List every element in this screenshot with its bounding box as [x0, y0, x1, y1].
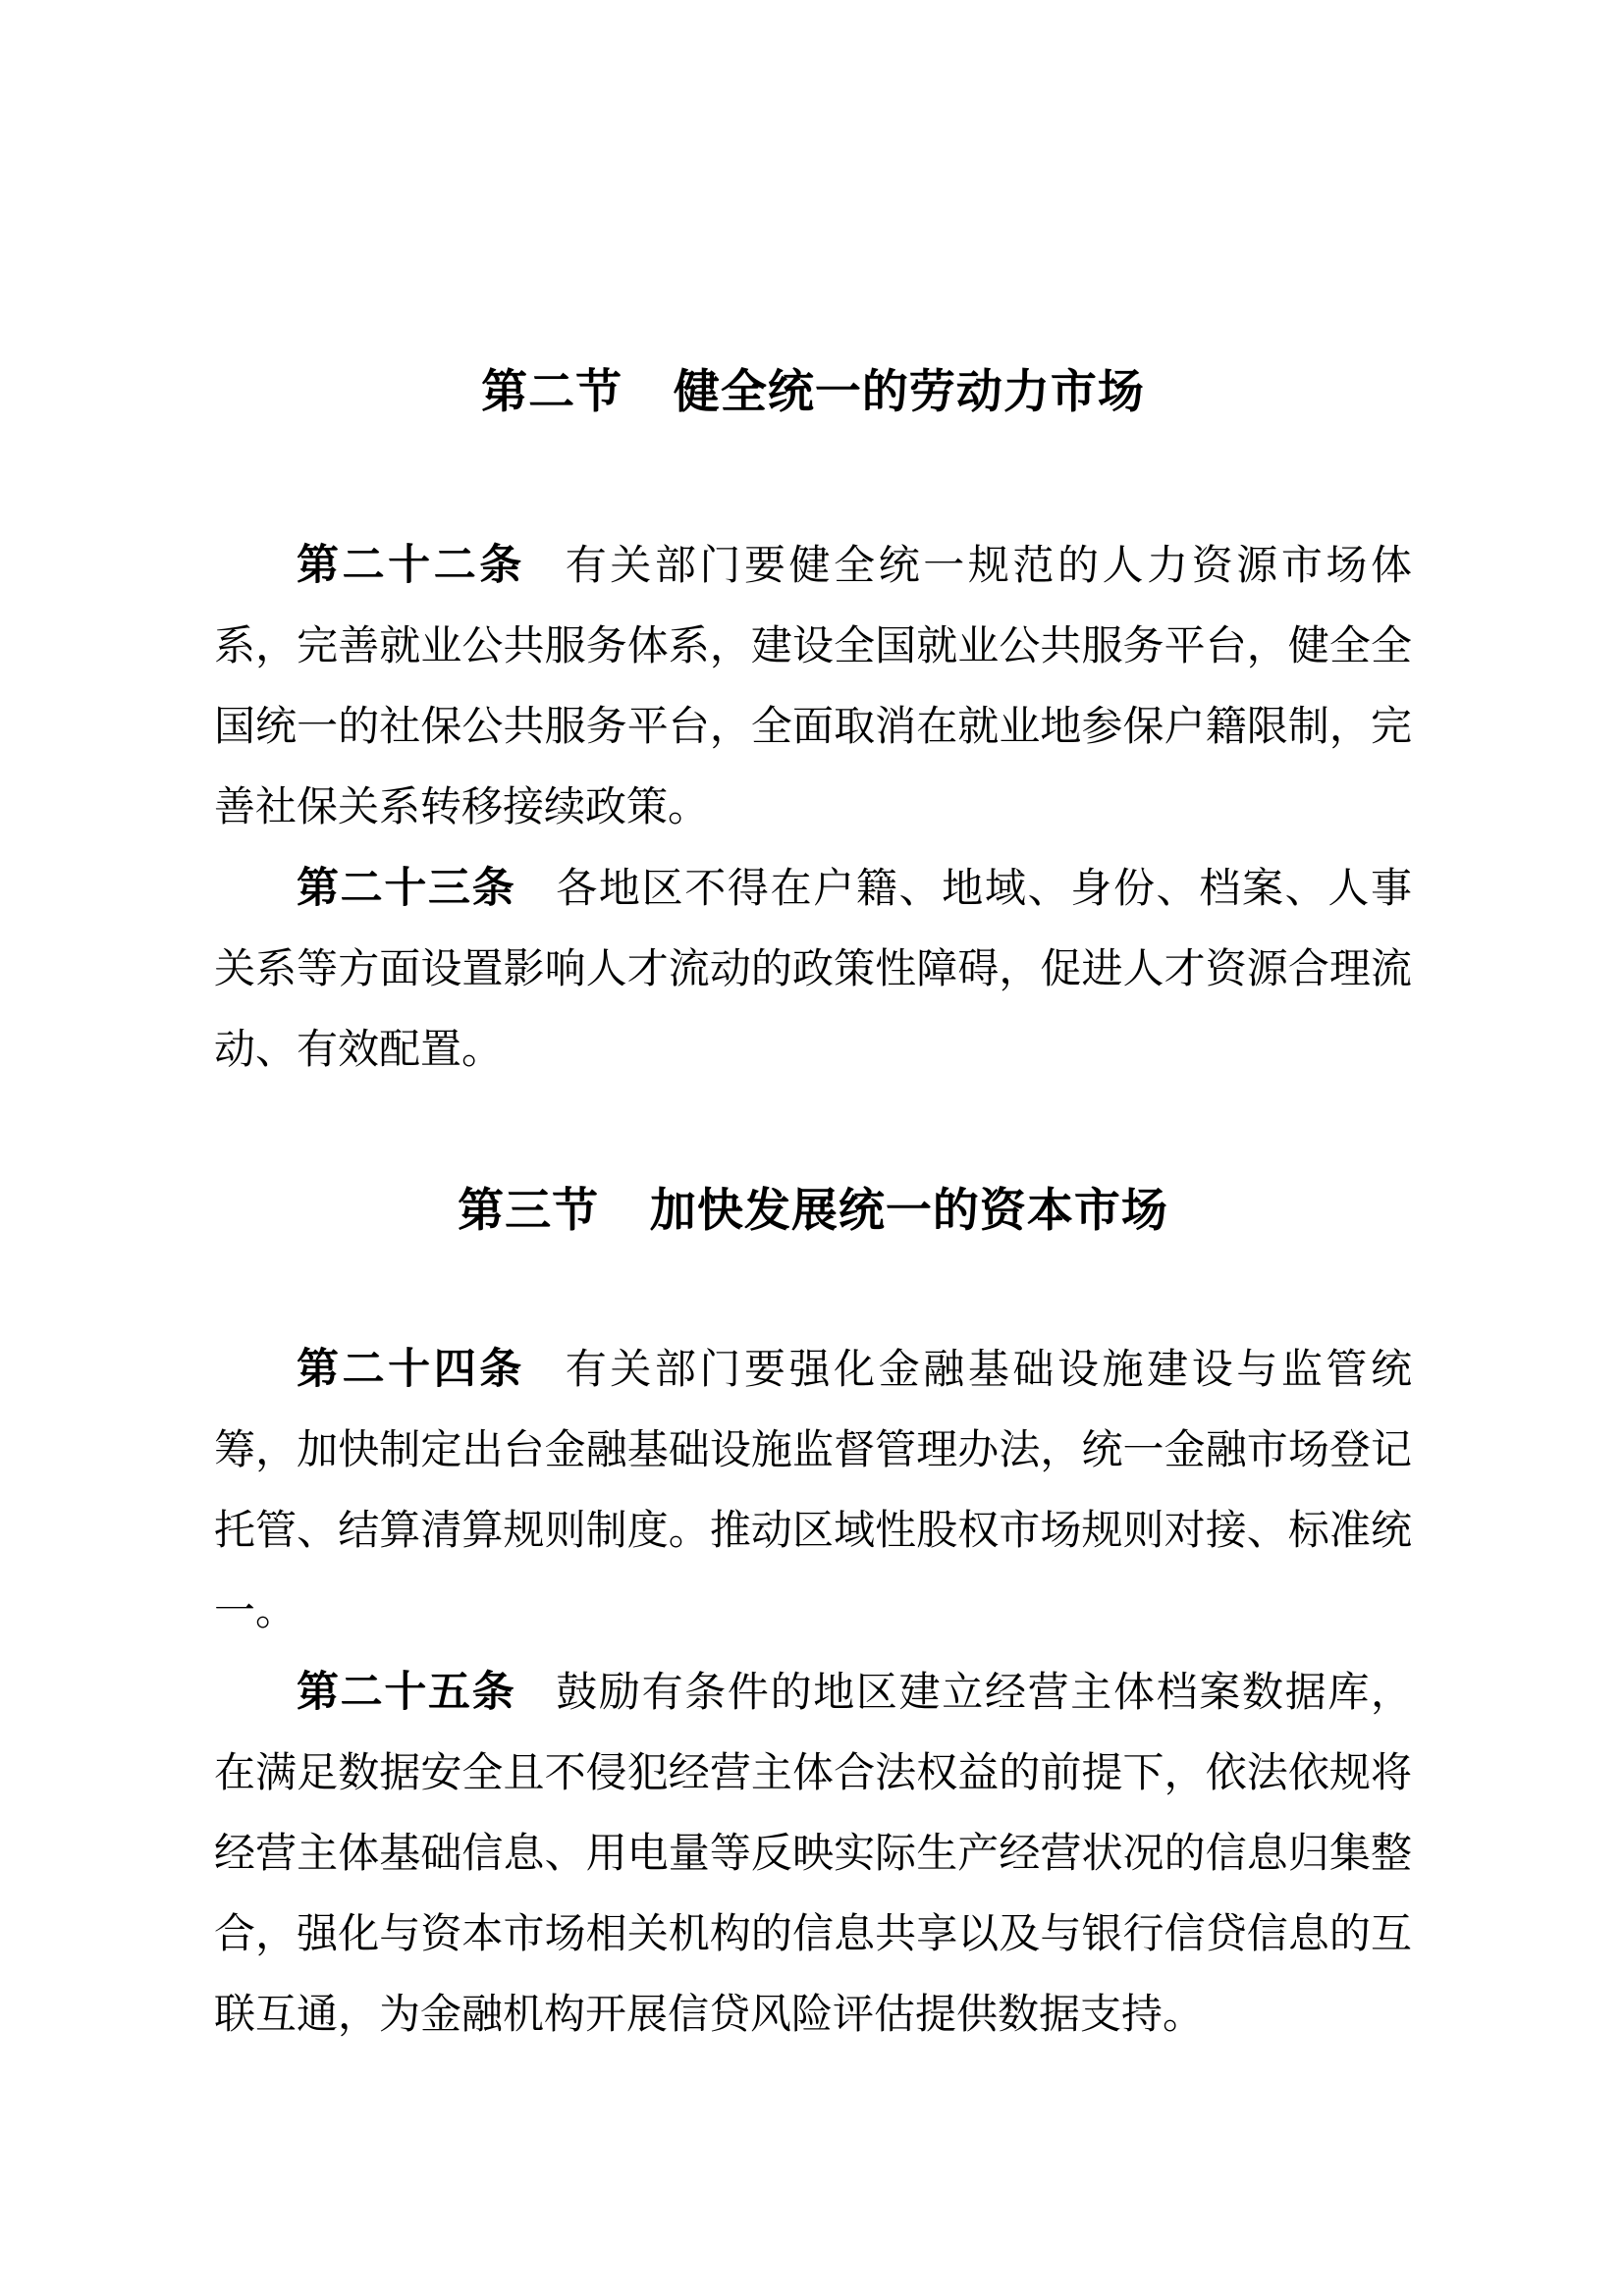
article-number-23: 第二十三条 — [297, 865, 516, 912]
text-block — [214, 366, 1412, 2056]
section-heading-2 — [214, 366, 1412, 417]
article-paragraph-22 — [214, 525, 1412, 848]
article-number-24: 第二十四条 — [297, 1346, 525, 1393]
section-number: 第三节 — [458, 1184, 600, 1236]
article-body-25: 鼓励有条件的地区建立经营主体档案数据库，在满足数据安全且不侵犯经营主体合法权益的前提下，依法依规将经营主体基础信息、用电量等反映实际生产经营状况的信息归集整合，强化与资本市场相关机构的信息共享以及与银行信贷信息的互联互通，为金融机构开展信贷风险评估提供数据支持。 — [214, 1671, 1412, 2038]
article-body-23: 各地区不得在户籍、地域、身份、档案、人事关系等方面设置影响人才流动的政策性障碍，促进人才资源合理流动、有效配置。 — [214, 867, 1412, 1073]
article-paragraph-25 — [214, 1652, 1412, 2056]
section-number: 第二节 — [481, 365, 623, 417]
article-body-22: 有关部门要健全统一规范的人力资源市场体系，完善就业公共服务体系，建设全国就业公共服务平台，健全全国统一的社保公共服务平台，全面取消在就业地参保户籍限制，完善社保关系转移接续政策。 — [214, 544, 1412, 830]
article-paragraph-23 — [214, 848, 1412, 1091]
article-body-24: 有关部门要强化金融基础设施建设与监管统筹，加快制定出台金融基础设施监督管理办法，统一金融市场登记托管、结算清算规则制度。推动区域性股权市场规则对接、标准统一。 — [214, 1348, 1412, 1634]
section-heading-3 — [214, 1185, 1412, 1236]
article-number-22: 第二十二条 — [297, 542, 525, 589]
article-paragraph-24 — [214, 1329, 1412, 1652]
section-title: 健全统一的劳动力市场 — [673, 365, 1145, 417]
article-number-25: 第二十五条 — [297, 1669, 516, 1716]
section-title: 加快发展统一的资本市场 — [649, 1184, 1168, 1236]
